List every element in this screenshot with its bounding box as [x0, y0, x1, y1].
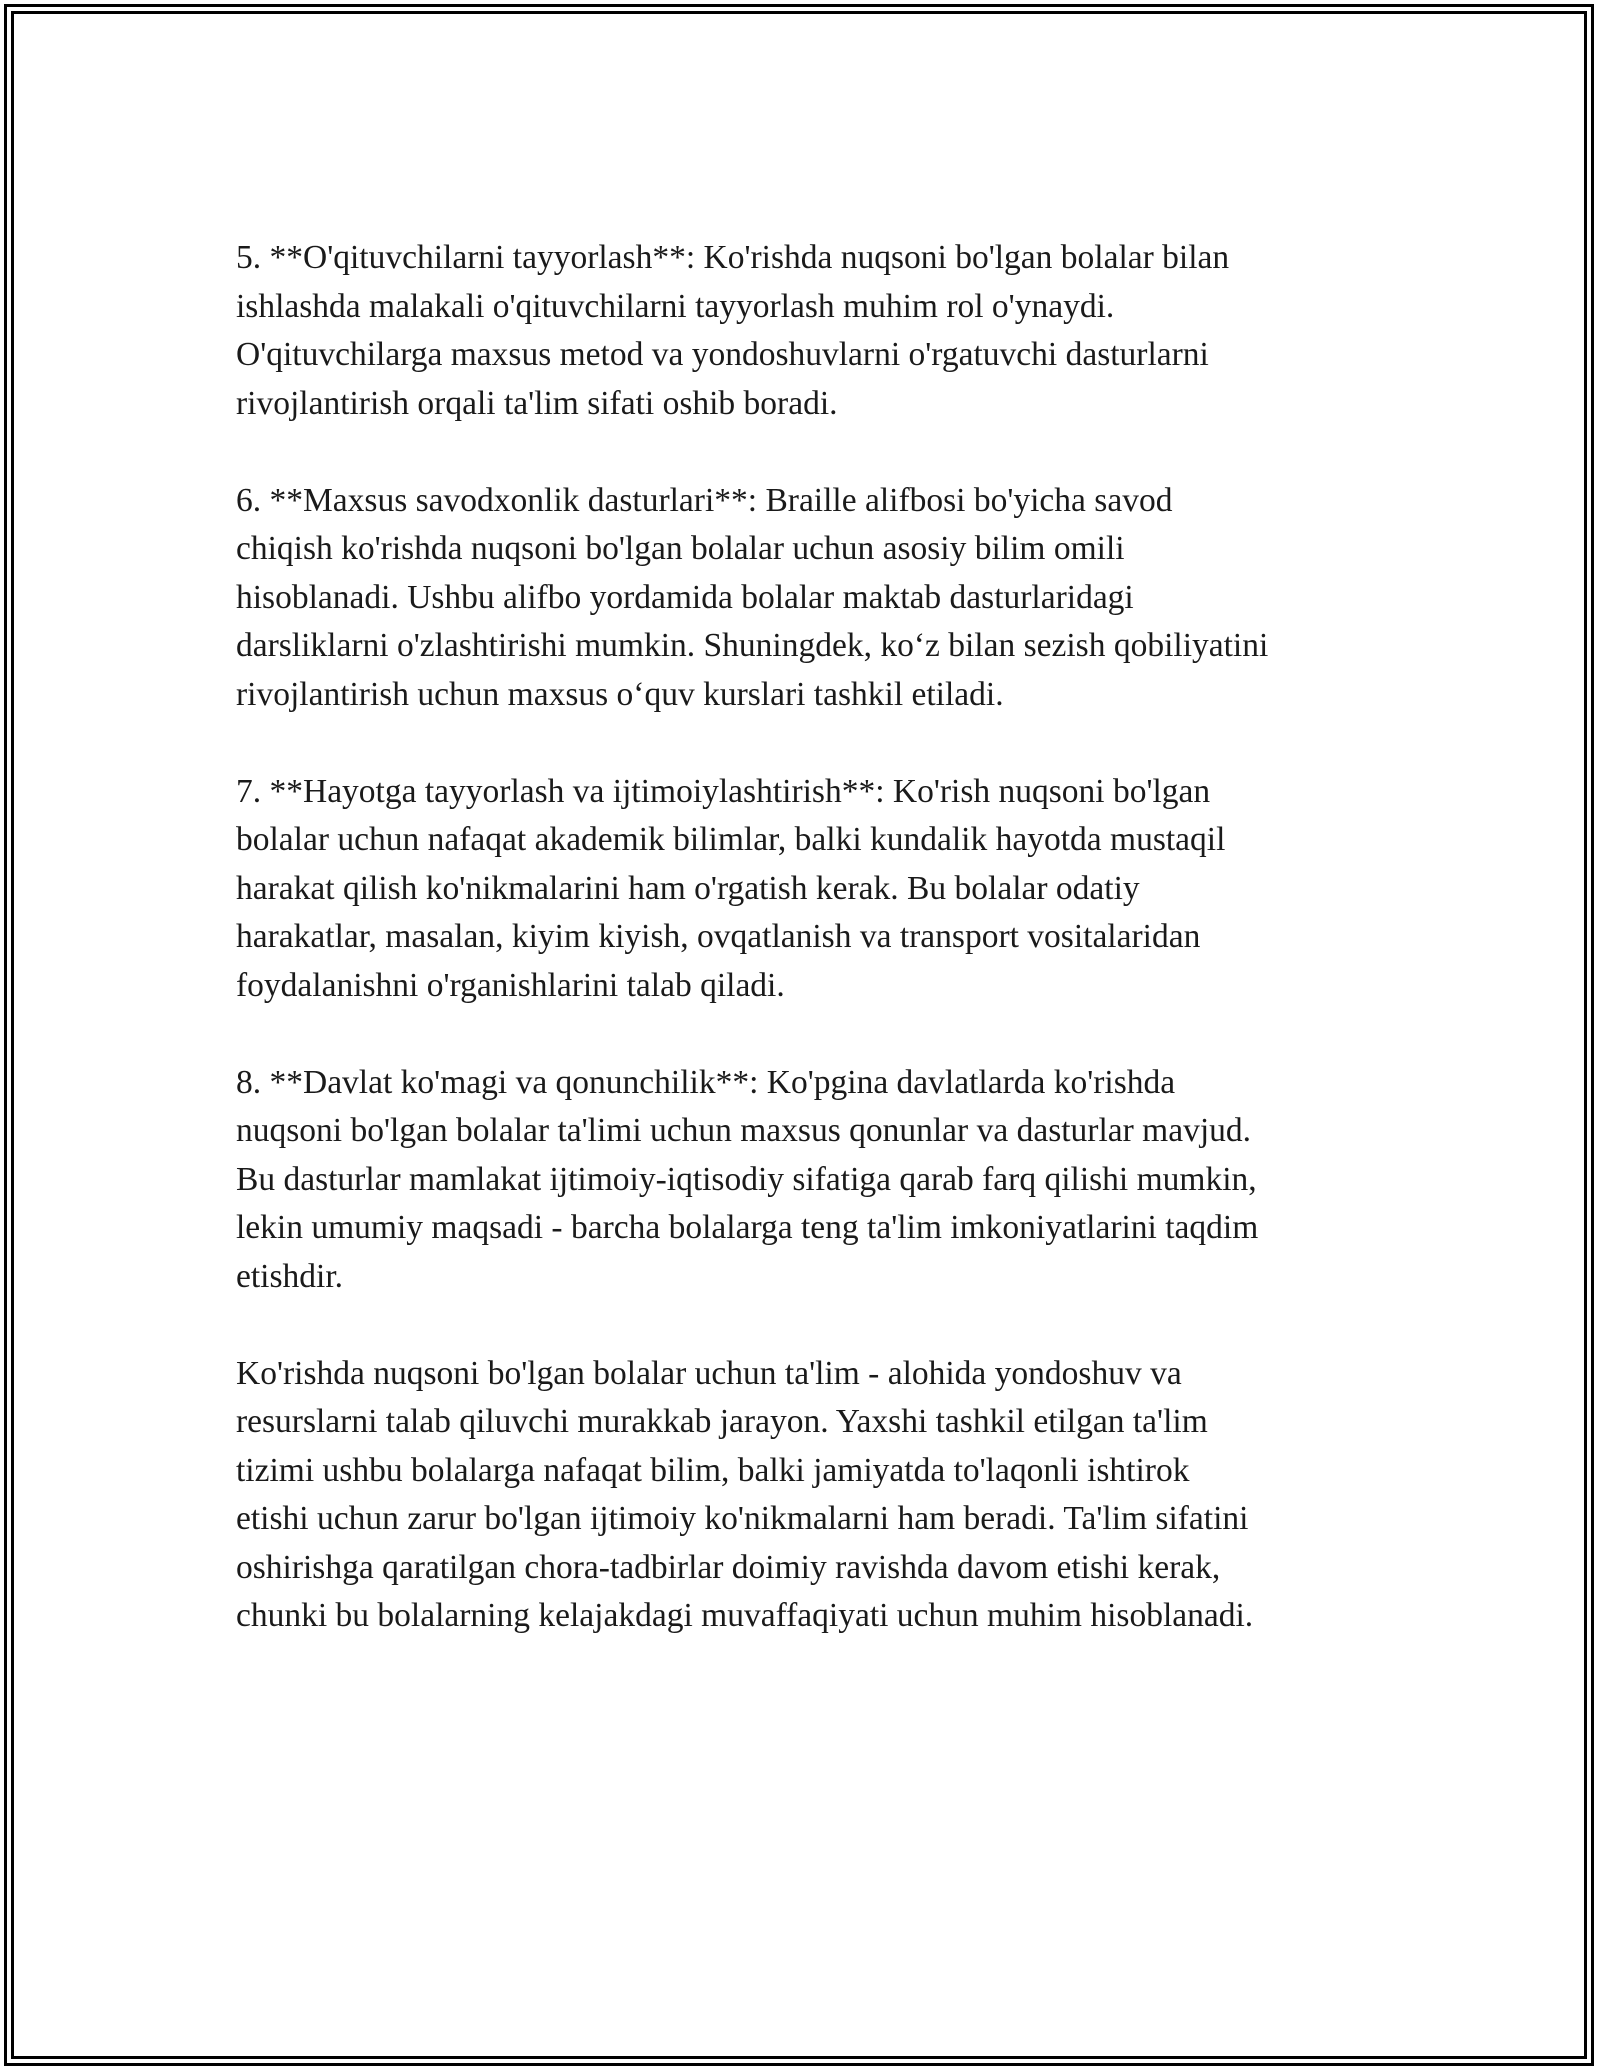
paragraph-7 [236, 768, 1376, 1011]
document-body [236, 234, 1376, 1641]
text-line: darsliklarni o'zlashtirishi mumkin. Shuningdek, koʻz bilan sezish qobiliyatini [236, 627, 1269, 664]
text-line: etishi uchun zarur bo'lgan ijtimoiy ko'nikmalarni ham beradi. Ta'lim sifatini [236, 1500, 1249, 1537]
text-line: Ko'rishda nuqsoni bo'lgan bolalar uchun ta'lim - alohida yondoshuv va [236, 1354, 1182, 1392]
text-line: 7. **Hayotga tayyorlash va ijtimoiylashtirish**: Ko'rish nuqsoni bo'lgan [236, 772, 1211, 810]
text-line: Bu dasturlar mamlakat ijtimoiy-iqtisodiy sifatiga qarab farq qilishi mumkin, [236, 1160, 1257, 1198]
text-line: 5. **O'qituvchilarni tayyorlash**: Ko'rishda nuqsoni bo'lgan bolalar bilan [236, 239, 1230, 276]
text-line: rivojlantirish orqali ta'lim sifati oshib boradi. [236, 384, 838, 422]
text-line: resurslarni talab qiluvchi murakkab jarayon. Yaxshi tashkil etilgan ta'lim [236, 1403, 1208, 1440]
text-line: etishdir. [236, 1257, 344, 1295]
text-line: 8. **Davlat ko'magi va qonunchilik**: Ko'pgina davlatlarda ko'rishda [236, 1063, 1176, 1101]
text-line: chunki bu bolalarning kelajakdagi muvaffaqiyati uchun muhim hisoblanadi. [236, 1597, 1254, 1634]
text-line: oshirishga qaratilgan chora-tadbirlar doimiy ravishda davom etishi kerak, [236, 1548, 1221, 1586]
paragraph-5 [236, 234, 1376, 428]
text-line: tizimi ushbu bolalarga nafaqat bilim, balki jamiyatda to'laqonli ishtirok [236, 1451, 1190, 1489]
text-line: lekin umumiy maqsadi - barcha bolalarga teng ta'lim imkoniyatlarini taqdim [236, 1209, 1259, 1246]
text-line: foydalanishni o'rganishlarini talab qiladi. [236, 966, 785, 1004]
text-line: rivojlantirish uchun maxsus oʻquv kurslari tashkil etiladi. [236, 675, 1004, 713]
text-line: nuqsoni bo'lgan bolalar ta'limi uchun maxsus qonunlar va dasturlar mavjud. [236, 1112, 1252, 1149]
text-line: ishlashda malakali o'qituvchilarni tayyorlash muhim rol o'ynaydi. [236, 287, 1115, 325]
text-line: harakatlar, masalan, kiyim kiyish, ovqatlanish va transport vositalaridan [236, 918, 1201, 955]
text-line: harakat qilish ko'nikmalarini ham o'rgatish kerak. Bu bolalar odatiy [236, 869, 1140, 907]
text-line: bolalar uchun nafaqat akademik bilimlar, balki kundalik hayotda mustaqil [236, 821, 1226, 858]
text-line: 6. **Maxsus savodxonlik dasturlari**: Braille alifbosi bo'yicha savod [236, 481, 1173, 519]
text-line: chiqish ko'rishda nuqsoni bo'lgan bolalar uchun asosiy bilim omili [236, 530, 1125, 567]
paragraph-conclusion [236, 1350, 1376, 1641]
paragraph-8 [236, 1059, 1376, 1302]
paragraph-6 [236, 477, 1376, 720]
text-line: O'qituvchilarga maxsus metod va yondoshuvlarni o'rgatuvchi dasturlarni [236, 336, 1209, 373]
text-line: hisoblanadi. Ushbu alifbo yordamida bolalar maktab dasturlaridagi [236, 578, 1134, 616]
